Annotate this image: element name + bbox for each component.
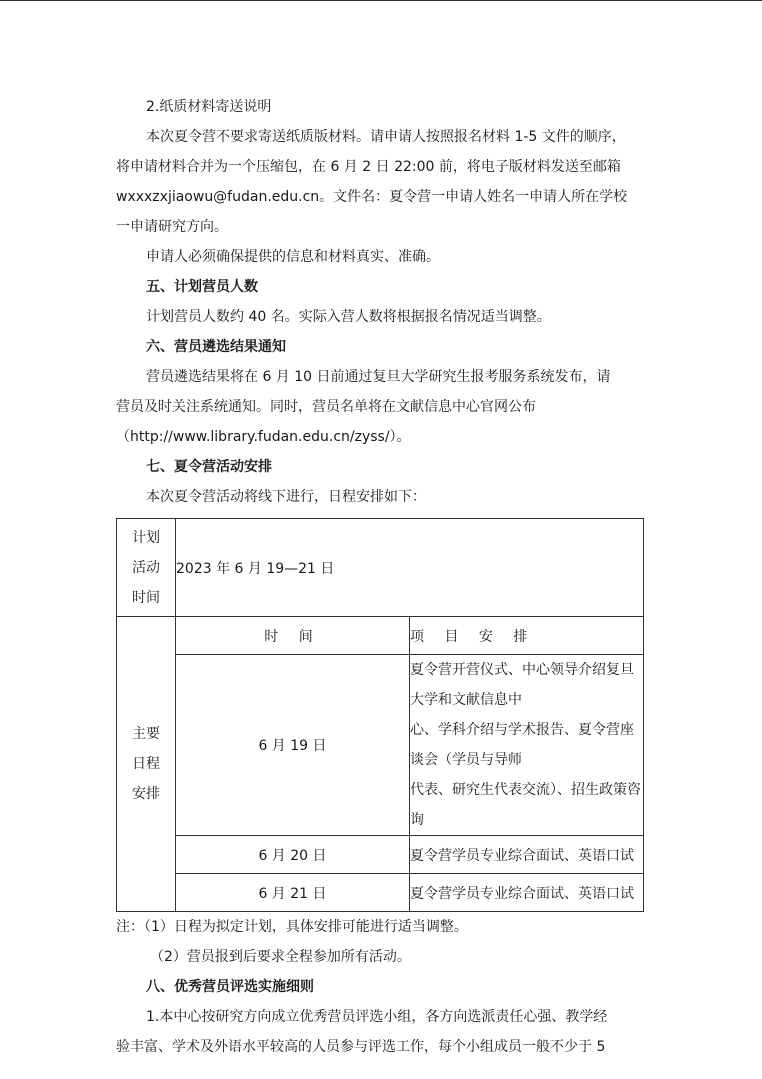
paper-text-line-3: wxxxzxjiaowu@fudan.edu.cn。文件名：夏令营一申请人姓名一申请人所在学校	[116, 189, 628, 205]
section-7-heading: 七、夏令营活动安排	[146, 459, 272, 475]
activity-line: 心、学科介绍与学术报告、夏令营座谈会（学员与导师	[410, 722, 634, 768]
section-8-line-1: 1.本中心按研究方向成立优秀营员评选小组，各方向选派责任心强、教学经	[146, 1009, 608, 1025]
section-7-intro: 本次夏令营活动将线下进行，日程安排如下：	[146, 489, 426, 505]
page-top-border	[0, 0, 762, 1]
paper-text-line-1: 本次夏令营不要求寄送纸质版材料。请申请人按照报名材料 1-5 文件的顺序，	[146, 129, 626, 145]
section-8-line-2: 验丰富、学术及外语水平较高的人员参与评选工作，每个小组成员一般不少于 5	[116, 1039, 606, 1055]
note-line-1: 注：（1）日程为拟定计划，具体安排可能进行适当调整。	[116, 919, 468, 935]
table-row	[117, 655, 644, 836]
schedule-date: 6 月 21 日	[176, 874, 410, 912]
paper-text-line-4: 一申请研究方向。	[116, 219, 228, 235]
truthfulness-note: 申请人必须确保提供的信息和材料真实、准确。	[146, 249, 440, 265]
plan-time-value: 2023 年 6 月 19—21 日	[176, 519, 644, 617]
main-label-line: 主要	[132, 726, 160, 742]
plan-time-label	[117, 519, 176, 617]
schedule-activity: 夏令营学员专业综合面试、英语口试	[410, 836, 644, 874]
schedule-activity	[410, 655, 644, 836]
note-line-2: （2）营员报到后要求全程参加所有活动。	[150, 949, 411, 965]
schedule-table	[116, 518, 644, 912]
plan-label-line: 时间	[132, 589, 160, 606]
schedule-header-row	[117, 617, 644, 655]
main-label-line: 安排	[132, 786, 160, 802]
column-header-time: 时 间	[176, 617, 410, 655]
plan-label-line: 计划	[132, 529, 160, 546]
column-header-item: 项 目 安 排	[410, 617, 644, 655]
section-6-line-1: 营员遴选结果将在 6 月 10 日前通过复旦大学研究生报考服务系统发布，请	[146, 369, 611, 385]
document-page	[116, 92, 646, 1062]
section-8-heading: 八、优秀营员评选实施细则	[146, 979, 314, 995]
section-6-line-2: 营员及时关注系统通知。同时，营员名单将在文献信息中心官网公布	[116, 399, 536, 415]
section-6-heading: 六、营员遴选结果通知	[146, 339, 286, 355]
section-5-text: 计划营员人数约 40 名。实际入营人数将根据报名情况适当调整。	[146, 309, 551, 325]
section-6-line-3: （http://www.library.fudan.edu.cn/zyss/）。	[116, 429, 411, 445]
main-schedule-label	[117, 617, 176, 912]
plan-label-line: 活动	[132, 559, 160, 576]
schedule-activity: 夏令营学员专业综合面试、英语口试	[410, 874, 644, 912]
paper-materials-heading: 2.纸质材料寄送说明	[146, 99, 272, 115]
paper-text-line-2: 将申请材料合并为一个压缩包，在 6 月 2 日 22:00 前，将电子版材料发送至邮箱	[116, 159, 621, 175]
section-5-heading: 五、计划营员人数	[146, 279, 258, 295]
activity-line: 代表、研究生代表交流）、招生政策咨询	[410, 782, 641, 828]
schedule-date: 6 月 20 日	[176, 836, 410, 874]
plan-time-row	[117, 519, 644, 617]
table-row	[117, 836, 644, 874]
table-row	[117, 874, 644, 912]
schedule-date: 6 月 19 日	[176, 655, 410, 836]
activity-line: 夏令营开营仪式、中心领导介绍复旦大学和文献信息中	[410, 662, 634, 708]
main-label-line: 日程	[132, 756, 160, 772]
